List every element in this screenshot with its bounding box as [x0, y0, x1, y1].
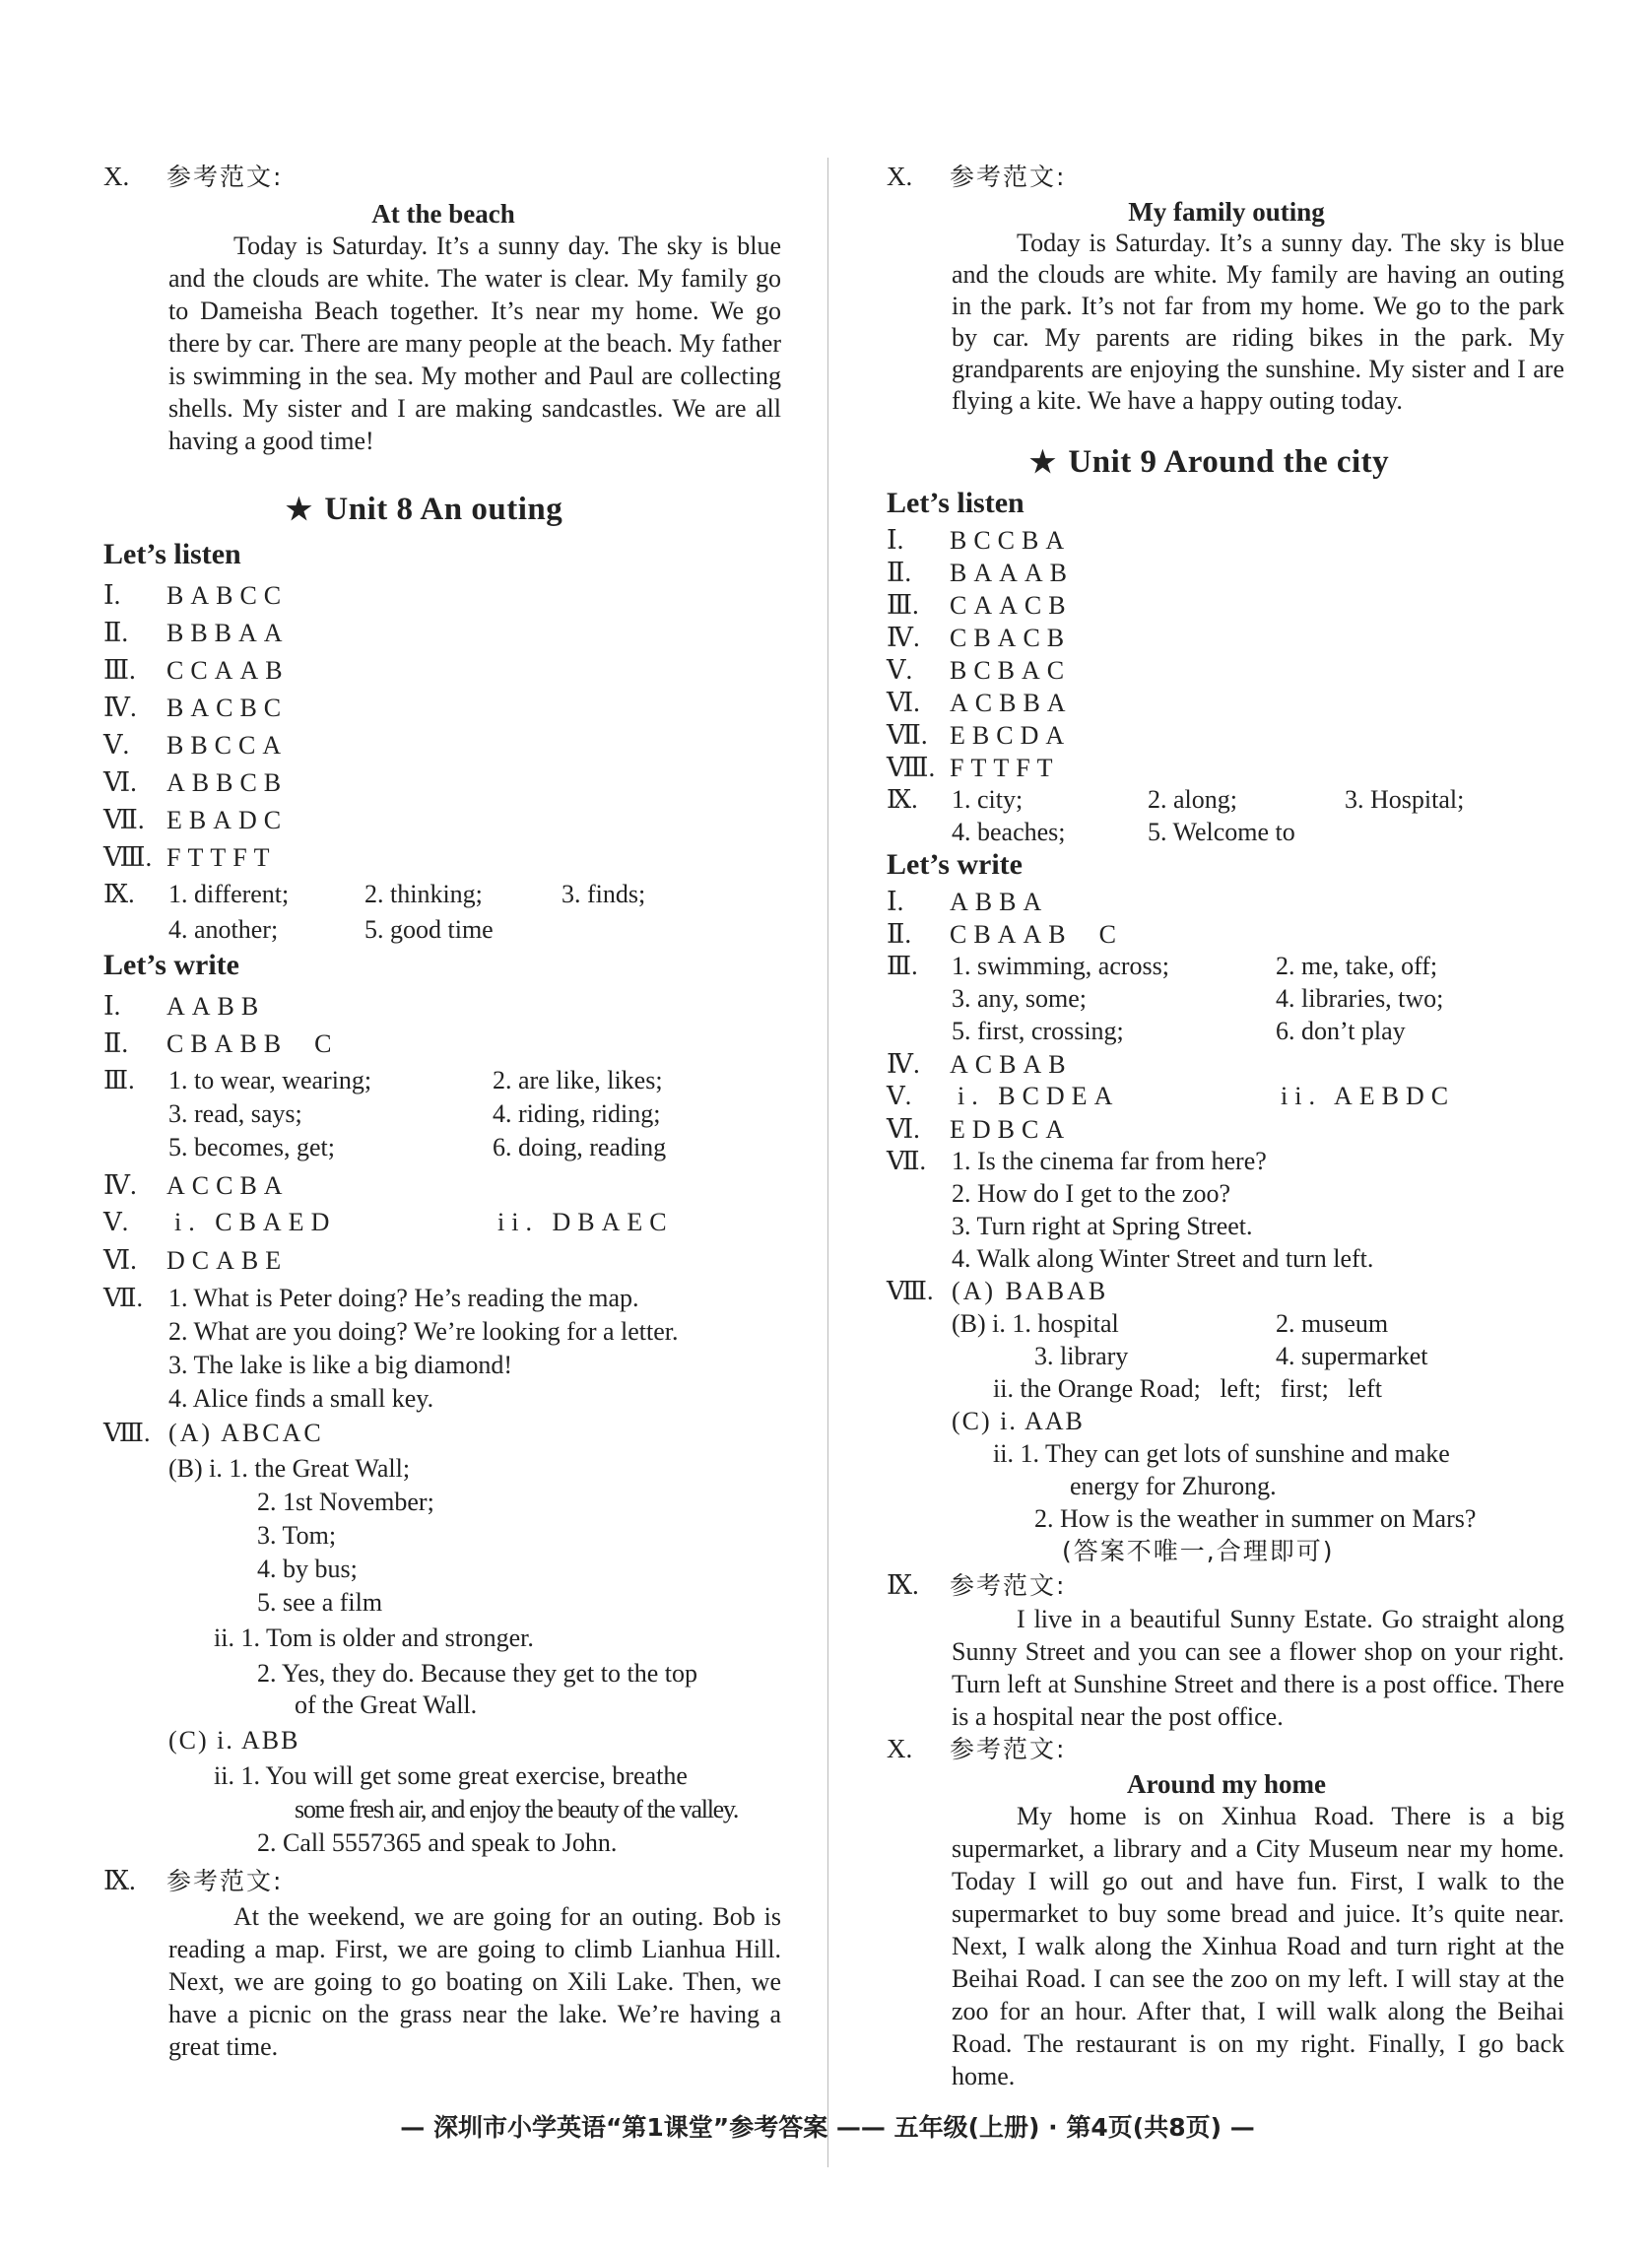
answer-item: (C) i. AAB [952, 1407, 1085, 1435]
answer-item: 3. library [1034, 1342, 1129, 1370]
answer-row: Ⅱ. BAAAB [887, 558, 1075, 587]
answer-item: 4. another; [168, 915, 279, 944]
unit-title: Unit 8 An outing [324, 492, 563, 527]
answer-row: Ⅴ. BBCCA [103, 730, 289, 760]
answer-item: 4. supermarket [1276, 1342, 1428, 1370]
answer-item: 5. becomes, get; [168, 1133, 335, 1161]
write-viii-number: Ⅷ. [103, 1419, 151, 1447]
sentence: 4. Alice finds a small key. [168, 1384, 434, 1413]
star-icon: ★ [1029, 446, 1057, 479]
write-vii-number: Ⅶ. [887, 1147, 927, 1175]
answer-item: 1. to wear, wearing; [168, 1066, 372, 1094]
sentence: 2. How do I get to the zoo? [952, 1179, 1231, 1208]
answer-row: Ⅵ. ACBBA [887, 688, 1073, 717]
answer-item: (B) i. 1. the Great Wall; [168, 1454, 411, 1483]
write-iii-number: Ⅲ. [887, 952, 918, 980]
sentence: 4. Walk along Winter Street and turn left. [952, 1244, 1374, 1273]
essay-title: At the beach [371, 199, 515, 229]
answer-row: Ⅳ. ACCBA [103, 1170, 290, 1200]
essay-header: Ⅸ. 参考范文: [103, 1866, 284, 1895]
unit-heading [286, 492, 563, 527]
answer-item: 5. first, crossing; [952, 1017, 1124, 1045]
answer-item: 4. beaches; [952, 818, 1066, 846]
write-v-number: Ⅴ. [887, 1082, 912, 1110]
answer-item: 2. me, take, off; [1276, 952, 1438, 980]
essay-header: X. 参考范文: [887, 1734, 1067, 1763]
answer-item: 3. read, says; [168, 1099, 302, 1128]
answer-item: 4. by bus; [257, 1555, 358, 1583]
sentence: 2. What are you doing? We’re looking for a letter. [168, 1317, 679, 1346]
answer-item: 3. finds; [562, 880, 646, 908]
answer-item: 4. libraries, two; [1276, 984, 1444, 1013]
write-heading: Let’s write [887, 848, 1023, 881]
answer-row: Ⅶ. EBADC [103, 805, 289, 834]
answer-item: ii. the Orange Road; left; first; left [993, 1374, 1382, 1403]
answer-note: (答案不唯一,合理即可) [1062, 1537, 1335, 1565]
answer-item: 2. are like, likes; [493, 1066, 663, 1094]
answer-item: 2. 1st November; [257, 1488, 434, 1516]
essay-text: I live in a beautiful Sunny Estate. Go straight along Sunny Street and you can see a flower shop on your right. Turn left at Sunshine Street and there is a post office. There is a hospital near the post office. [952, 1605, 1564, 1731]
answer-item: 3. Tom; [257, 1521, 337, 1550]
answer-item: (C) i. ABB [168, 1726, 300, 1755]
answer-item: some fresh air, and enjoy the beauty of the valley. [295, 1795, 739, 1823]
column-divider [827, 158, 828, 2167]
answer-item: 3. Hospital; [1345, 785, 1465, 814]
answer-item: ii. 1. Tom is older and stronger. [214, 1623, 534, 1652]
answer-row: Ⅱ. CBABB C [103, 1028, 339, 1058]
answer-row: Ⅰ. BABCC [103, 580, 289, 610]
write-vii-number: Ⅶ. [103, 1284, 144, 1312]
write-heading: Let’s write [103, 949, 239, 981]
answer-item: of the Great Wall. [295, 1690, 478, 1719]
listen-heading: Let’s listen [887, 487, 1024, 519]
answer-item: (A) ABCAC [168, 1419, 324, 1447]
answer-item: 5. good time [364, 915, 494, 944]
answer-row: Ⅵ. DCABE [103, 1245, 289, 1275]
answer-item: 2. museum [1276, 1309, 1389, 1338]
answer-item: 2. Call 5557365 and speak to John. [257, 1828, 618, 1857]
answer-item: 4. riding, riding; [493, 1099, 661, 1128]
answer-row: Ⅰ. BCCBA [887, 525, 1072, 555]
answer-row: Ⅳ. CBACB [887, 623, 1072, 652]
answer-row: Ⅴ. BCBAC [887, 655, 1072, 685]
answer-item: (A) BABAB [952, 1277, 1109, 1305]
answer-item: 5. Welcome to [1148, 818, 1295, 846]
answer-item: i. CBAED [174, 1208, 337, 1236]
answer-item: 2. Yes, they do. Because they get to the top [257, 1659, 697, 1688]
listen-heading: Let’s listen [103, 538, 241, 570]
answer-item: ii. 1. They can get lots of sunshine and make [993, 1439, 1450, 1468]
sentence: 3. Turn right at Spring Street. [952, 1212, 1253, 1240]
answer-row: Ⅱ. BBBAA [103, 618, 290, 647]
answer-row: Ⅵ. ABBCB [103, 767, 289, 797]
listen-ix-number: Ⅸ. [103, 880, 135, 908]
sentence: 3. The lake is like a big diamond! [168, 1351, 512, 1379]
answer-row: Ⅰ. AABB [103, 991, 266, 1021]
answer-item: 1. swimming, across; [952, 952, 1169, 980]
essay-text: At the weekend, we are going for an outing. Bob is reading a map. First, we are going to climb Lianhua Hill. Next, we are going to go boating on Xili Lake. Then, we have a picnic on the grass near the lake. We’re having a great time. [168, 1902, 781, 2061]
section-number: X. [103, 162, 130, 191]
answer-row: Ⅱ. CBAAB C [887, 919, 1123, 949]
answer-item: ii. 1. You will get some great exercise, breathe [214, 1761, 688, 1790]
sentence: 1. What is Peter doing? He’s reading the map. [168, 1284, 639, 1312]
write-viii-number: Ⅷ. [887, 1277, 934, 1305]
answer-item: 1. different; [168, 880, 290, 908]
section-x-header: X. 参考范文: [887, 162, 1067, 191]
essay-header: Ⅸ. 参考范文: [887, 1570, 1067, 1600]
essay-text: Today is Saturday. It’s a sunny day. The sky is blue and the clouds are white. My family are having an outing in the park. It’s not far from my home. We go to the park by car. My parents are riding bikes in the park. My grandparents are enjoying the sunshine. My sister and I are flying a kite. We have a happy outing today. [952, 229, 1564, 415]
answer-item: 5. see a film [257, 1588, 383, 1617]
listen-ix-number: Ⅸ. [887, 785, 918, 814]
answer-row: Ⅷ. FTTFT [887, 753, 1060, 782]
answer-row: Ⅰ. ABBA [887, 887, 1049, 916]
answer-item: 2. How is the weather in summer on Mars? [1034, 1504, 1477, 1533]
answer-row: Ⅲ. CCAAB [103, 655, 290, 685]
answer-item: 3. any, some; [952, 984, 1087, 1013]
page-footer: — 深圳市小学英语“第1课堂”参考答案 —— 五年级(上册) · 第4页(共8页) — [400, 2113, 1255, 2142]
essay-title: My family outing [1128, 197, 1325, 227]
answer-row: Ⅶ. EBCDA [887, 720, 1072, 750]
answer-row: Ⅷ. FTTFT [103, 842, 277, 872]
answer-item: 2. thinking; [364, 880, 483, 908]
star-icon: ★ [286, 494, 313, 526]
answer-row: Ⅵ. EDBCA [887, 1114, 1072, 1144]
answer-item: 6. doing, reading [493, 1133, 667, 1161]
answer-item: (B) i. 1. hospital [952, 1309, 1119, 1338]
write-v-number: Ⅴ. [103, 1208, 129, 1236]
essay-text: My home is on Xinhua Road. There is a big supermarket, a library and a City Museum near my home. Today I will go out and have fun. First, I walk to the supermarket to buy some bread and juice. It’s quite near. Next, I walk along the Xinhua Road and turn right at the Beihai Road. I can see the zoo on my left. I will stay at the zoo for an hour. After that, I will walk along the Beihai Road. The restaurant is on my right. Finally, I go back home. [952, 1802, 1564, 2090]
unit-heading [1029, 444, 1390, 480]
section-title: 参考范文: [166, 163, 284, 191]
essay-title: Around my home [1126, 1769, 1327, 1799]
write-iii-number: Ⅲ. [103, 1066, 135, 1094]
section-x-header [103, 162, 283, 192]
answer-row: Ⅲ. CAACB [887, 590, 1073, 620]
answer-row: Ⅳ. BACBC [103, 693, 289, 722]
answer-item: ii. AEBDC [1281, 1082, 1456, 1110]
answer-item: ii. DBAEC [497, 1208, 674, 1236]
answer-item: 6. don’t play [1276, 1017, 1406, 1045]
essay-text: Today is Saturday. It’s a sunny day. The sky is blue and the clouds are white. The water is clear. My family go to Dameisha Beach together. It’s near my home. We go there by car. There are many people at the beach. My father is swimming in the sea. My mother and Paul are collecting shells. My sister and I are making sandcastles. We are all having a good time! [168, 232, 781, 455]
answer-item: 2. along; [1148, 785, 1237, 814]
answer-item: i. BCDEA [958, 1082, 1120, 1110]
unit-title: Unit 9 Around the city [1068, 444, 1390, 480]
answer-item: energy for Zhurong. [1070, 1472, 1277, 1500]
answer-row: Ⅳ. ACBAB [887, 1049, 1073, 1079]
answer-item: 1. city; [952, 785, 1024, 814]
sentence: 1. Is the cinema far from here? [952, 1147, 1267, 1175]
